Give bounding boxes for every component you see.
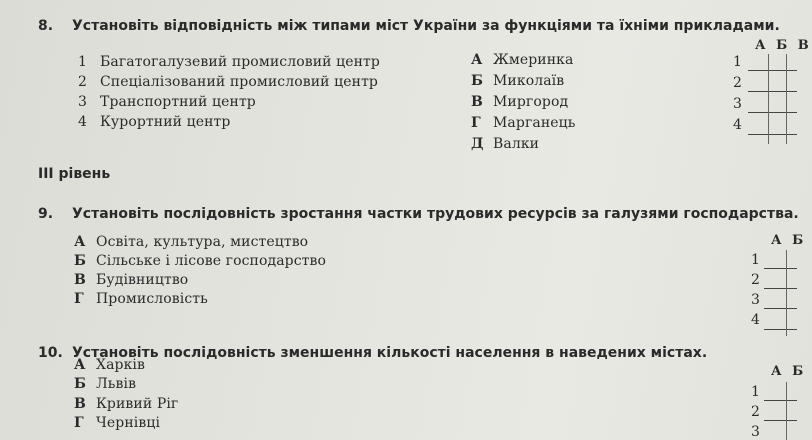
option-letter: В — [74, 396, 86, 412]
option-letter: Б — [74, 253, 87, 269]
option-letter: Г — [74, 415, 84, 431]
item-number: 1 — [78, 54, 88, 70]
option-text: Жмеринка — [493, 52, 574, 68]
item-text: Транспортний центр — [100, 94, 256, 110]
item-text: Багатогалузевий промисловий центр — [100, 54, 380, 70]
option-text: Сільське і лісове господарство — [96, 253, 327, 269]
question-9-number: 9. — [38, 206, 54, 222]
grid-line — [764, 288, 797, 289]
grid-line — [786, 250, 787, 336]
grid-line — [768, 54, 769, 144]
list-item — [74, 234, 308, 250]
list-item — [78, 114, 230, 130]
grid-row-label: 1 — [733, 54, 742, 70]
list-item — [78, 54, 380, 70]
question-10-number: 10. — [38, 345, 63, 361]
item-number: 4 — [78, 114, 88, 130]
option-letter: А — [74, 357, 86, 373]
list-item — [471, 115, 575, 131]
grid-line — [764, 268, 797, 269]
grid-row-label: 2 — [751, 272, 760, 288]
grid-row-label: 3 — [751, 292, 760, 308]
option-letter: Г — [74, 291, 84, 307]
option-text: Чернівці — [96, 415, 161, 431]
option-letter: В — [471, 94, 483, 110]
option-text: Освіта, культура, мистецтво — [96, 234, 309, 250]
list-item — [74, 253, 326, 269]
item-text: Спеціалізований промисловий центр — [100, 74, 378, 90]
option-text: Будівництво — [96, 272, 189, 288]
option-text: Валки — [493, 136, 540, 152]
list-item — [471, 94, 568, 110]
option-text: Миргород — [493, 94, 569, 110]
grid-line — [764, 329, 797, 330]
option-text: Марганець — [493, 115, 576, 131]
grid-line — [748, 91, 797, 92]
list-item — [78, 74, 378, 90]
option-text: Харків — [96, 357, 145, 373]
grid-line — [764, 308, 797, 309]
option-letter: Д — [471, 136, 484, 152]
grid-row-label: 3 — [751, 424, 760, 440]
list-item — [471, 73, 564, 89]
grid-row-label: 1 — [751, 384, 760, 400]
grid-line — [786, 382, 787, 440]
grid-row-label: 2 — [751, 404, 760, 420]
list-item — [74, 415, 160, 431]
list-item — [74, 357, 145, 373]
list-item — [74, 272, 188, 288]
grid-row-label: 1 — [751, 252, 760, 268]
grid-header: А Б — [771, 364, 807, 379]
option-text: Львів — [96, 376, 137, 392]
option-text: Кривий Ріг — [96, 396, 179, 412]
question-9-text: Установіть послідовність зростання частки трудових ресурсів за галузями господарства. — [72, 206, 799, 222]
grid-line — [786, 54, 787, 144]
question-8-number: 8. — [38, 18, 54, 34]
option-letter: А — [74, 234, 86, 250]
option-text: Промисловість — [96, 291, 208, 307]
grid-row-label: 2 — [733, 75, 742, 91]
grid-header: А Б — [771, 233, 807, 248]
question-10-text: Установіть послідовність зменшення кількості населення в наведених містах. — [72, 345, 708, 361]
question-8-text: Установіть відповідність між типами міст України за функціями та їхніми прикладами. — [72, 18, 780, 34]
grid-line — [764, 420, 797, 421]
list-item — [74, 376, 136, 392]
grid-row-label: 3 — [733, 96, 742, 112]
list-item — [74, 396, 178, 412]
item-text: Курортний центр — [100, 114, 231, 130]
list-item — [471, 52, 573, 68]
item-number: 2 — [78, 74, 88, 90]
grid-line — [748, 112, 797, 113]
option-letter: В — [74, 272, 86, 288]
option-letter: А — [471, 52, 483, 68]
option-text: Миколаїв — [493, 73, 565, 89]
grid-header: А Б В — [755, 38, 812, 53]
option-letter: Б — [74, 376, 87, 392]
list-item — [74, 291, 208, 307]
list-item — [471, 136, 539, 152]
grid-line — [748, 134, 797, 135]
option-letter: Г — [471, 115, 481, 131]
option-letter: Б — [471, 73, 484, 89]
grid-row-label: 4 — [733, 117, 742, 133]
grid-row-label: 4 — [751, 312, 760, 328]
item-number: 3 — [78, 94, 88, 110]
grid-line — [748, 70, 797, 71]
level-heading: ІІІ рівень — [38, 166, 111, 182]
list-item — [78, 94, 256, 110]
grid-line — [764, 400, 797, 401]
